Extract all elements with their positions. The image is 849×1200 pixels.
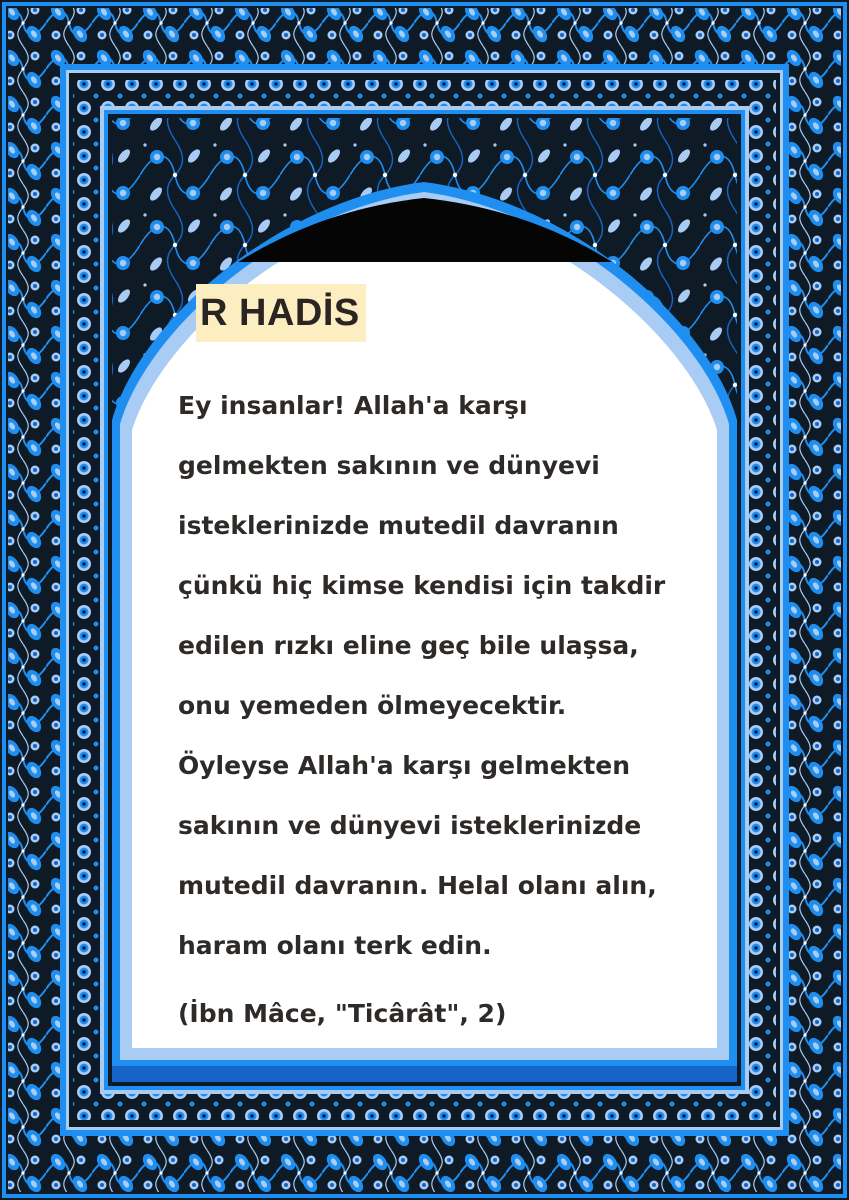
hadith-source: (İbn Mâce, "Ticârât", 2) [178,999,507,1028]
page-heading: R HADİS [200,292,360,334]
heading-highlight [196,284,366,342]
hadith-text [178,376,718,976]
text-line: Öyleyse Allah'a karşı gelmekten [178,751,631,780]
text-line: onu yemeden ölmeyecektir. [178,691,567,720]
text-line: haram olanı terk edin. [178,931,492,960]
text-line: çünkü hiç kimse kendisi için takdir [178,571,666,600]
text-line: gelmekten sakının ve dünyevi [178,451,600,480]
text-line: isteklerinizde mutedil davranın [178,511,619,540]
text-line: Ey insanlar! Allah'a karşı [178,391,528,420]
text-line: sakının ve dünyevi isteklerinizde [178,811,642,840]
text-line: mutedil davranın. Helal olanı alın, [178,871,657,900]
text-line: edilen rızkı eline geç bile ulaşsa, [178,631,639,660]
